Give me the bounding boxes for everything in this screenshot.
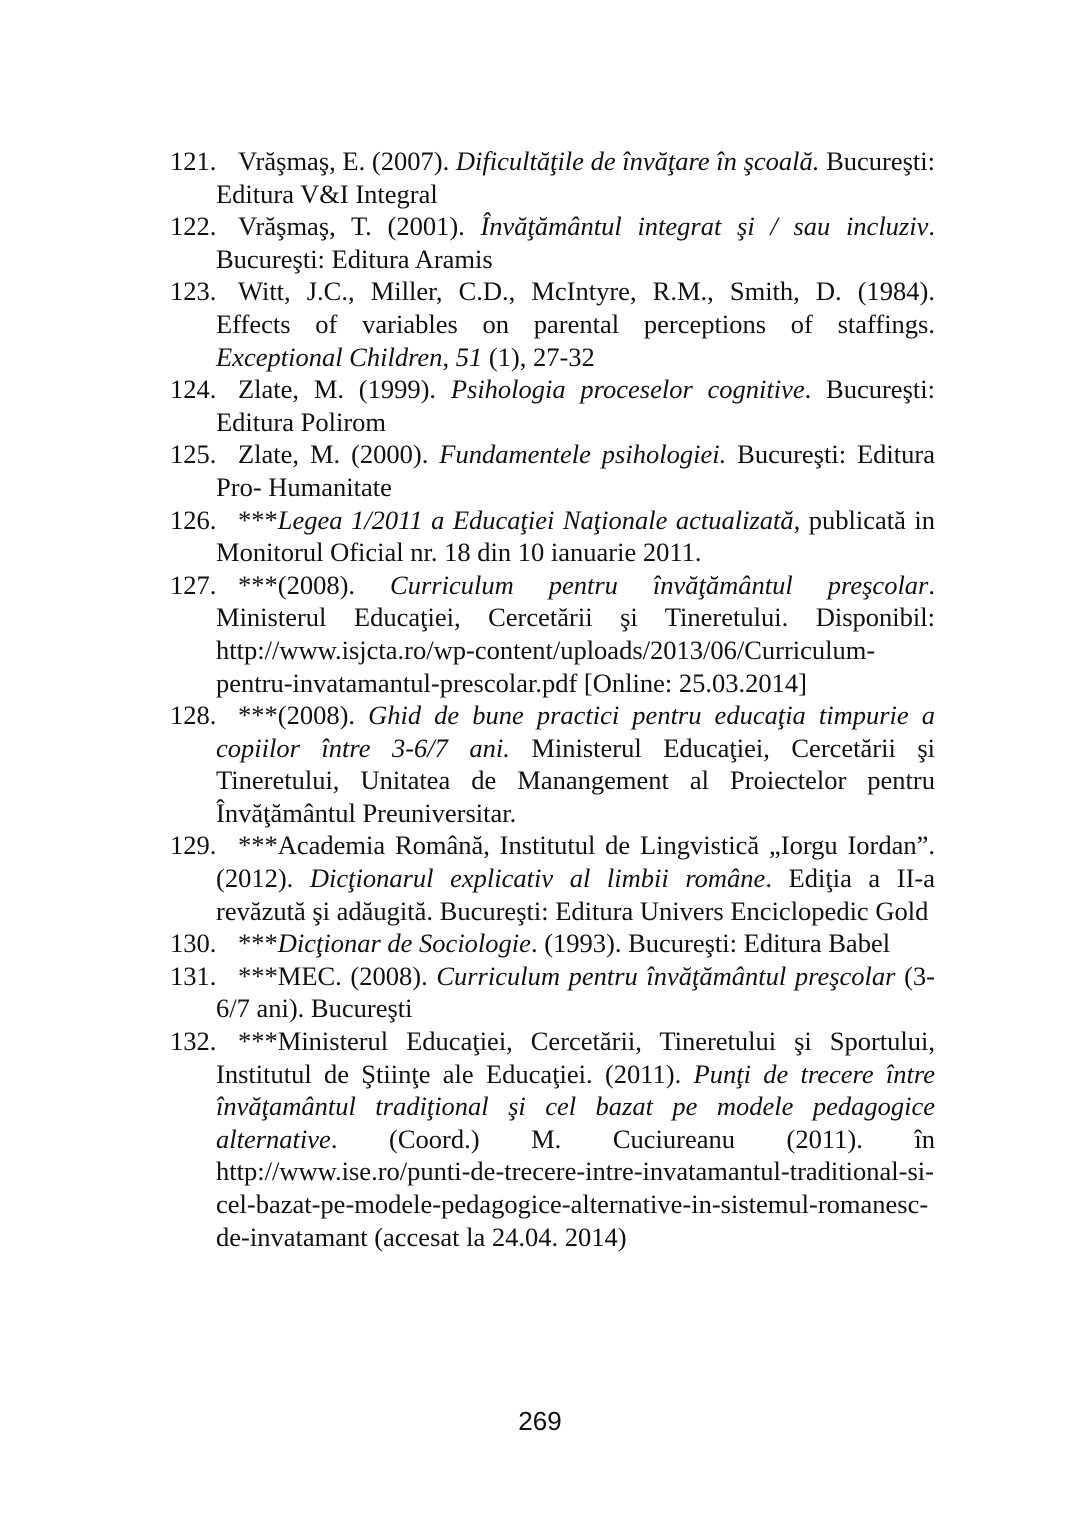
reference-text: (3-6/7 ani). Bucureşti [216,960,935,1024]
reference-text: . Ediţia a II-a revăzută şi adăugită. Bucureşti: Editura Univers Enciclopedic Gold [216,863,936,926]
reference-number: 123. [170,276,217,307]
reference-title: Psihologia proceselor cognitive [450,374,805,405]
reference-title: Dicţionar de Sociologie [277,928,531,959]
reference-entry [170,504,935,569]
reference-text: Witt, J.C., Miller, C.D., McIntyre, R.M., Smith, D. (1984). Effects of variables on parental perceptions of staffings. [216,276,935,339]
reference-entry [170,569,935,699]
reference-entry [170,829,935,927]
reference-title: Legea 1/2011 a Educaţiei Naţionale actualizată, [277,504,801,535]
reference-entry [170,275,935,373]
reference-text: . Bucureşti: Editura Aramis [216,211,935,274]
page-number: 269 [518,1406,562,1436]
reference-number: 126. [170,504,217,535]
reference-text: . (1993). Bucureşti: Editura Babel [530,928,891,959]
reference-text: Bucureşti: Editura Pro- Humanitate [216,439,935,502]
reference-title: Învăţământul integrat şi / sau incluziv [480,211,929,242]
reference-number: 132. [170,1026,217,1057]
reference-text: *** [238,928,278,959]
reference-text: ***MEC. (2008). [238,960,437,991]
reference-number: 128. [170,700,217,731]
reference-text: ***(2008). [238,569,391,600]
reference-title: Exceptional Children [216,341,443,372]
reference-number: 127. [170,569,217,600]
reference-title: Curriculum pentru învăţământul preşcolar [436,960,896,991]
reference-text: publicată in Monitorul Oficial nr. 18 din 10 ianuarie 2011. [216,504,935,568]
reference-text: ***Academia Română, Institutul de Lingvistică „Iorgu Iordan”. (2012). [216,830,935,894]
reference-text: , [442,341,456,372]
reference-text: ***Ministerul Educaţiei, Cercetării, Tineretului şi Sportului, Institutul de Ştiinţe ale Educaţiei. (2011). [216,1026,935,1089]
reference-number: 121. [170,146,217,176]
reference-entry [170,210,935,275]
reference-text: . (Coord.) M. Cuciureanu (2011). în http://www.ise.ro/punti-de-trecere-intre-invatamantul-traditional-si-cel-bazat-pe-modele-pedagogice-alternative-in-sistemul-romanesc-de-invatamant (accesat la 24.04. 2014) [216,1123,935,1252]
reference-text: Vrăşmaş, E. (2007). [238,146,456,176]
reference-title: Fundamentele psihologiei. [439,439,727,470]
reference-text: *** [238,504,278,535]
reference-number: 122. [170,211,217,242]
reference-text: ***(2008). [238,700,369,731]
reference-number: 131. [170,960,217,991]
reference-text: (1), 27-32 [482,341,595,372]
reference-text: Vrăşmaş, T. (2001). [238,211,481,242]
reference-text: Bucureşti: Editura V&I Integral [216,146,935,209]
reference-title: Punţi de trecere între învăţamântul tradiţional şi cel bazat pe modele pedagogice alternative [216,1058,935,1154]
reference-entry [170,145,935,210]
reference-title: Ghid de bune practici pentru educaţia timpurie a copiilor între 3-6/7 ani. [216,700,935,763]
reference-number: 130. [170,928,217,959]
reference-number: 125. [170,439,217,470]
reference-number: 124. [170,374,217,405]
reference-text: Zlate, M. (2000). [238,439,440,470]
reference-entry [170,699,935,829]
reference-text: . Ministerul Educaţiei, Cercetării şi Tineretului. Disponibil: http://www.isjcta.ro/wp-content/uploads/2013/06/Curriculum-pentru-invatamantul-prescolar.pdf [Online: 25.03.2014] [216,569,935,698]
reference-number: 129. [170,830,217,861]
reference-entry [170,927,935,960]
reference-entry [170,960,935,1025]
reference-entry [170,1025,935,1253]
reference-title: Dicţionarul explicativ al limbii române [309,863,766,894]
reference-title: 51 [455,341,483,372]
reference-entry [170,438,935,503]
reference-text: . Bucureşti: Editura Polirom [216,374,935,437]
reference-title: Dificultăţile de învăţare în şcoală. [455,146,820,176]
reference-text: Ministerul Educaţiei, Cercetării şi Tineretului, Unitatea de Manangement al Proiectelor pentru Învăţământul Preuniversitar. [216,732,935,828]
reference-title: Curriculum pentru învăţământul preşcolar [390,569,929,600]
reference-text: Zlate, M. (1999). [238,374,451,405]
reference-list [170,145,935,1253]
reference-entry [170,373,935,438]
